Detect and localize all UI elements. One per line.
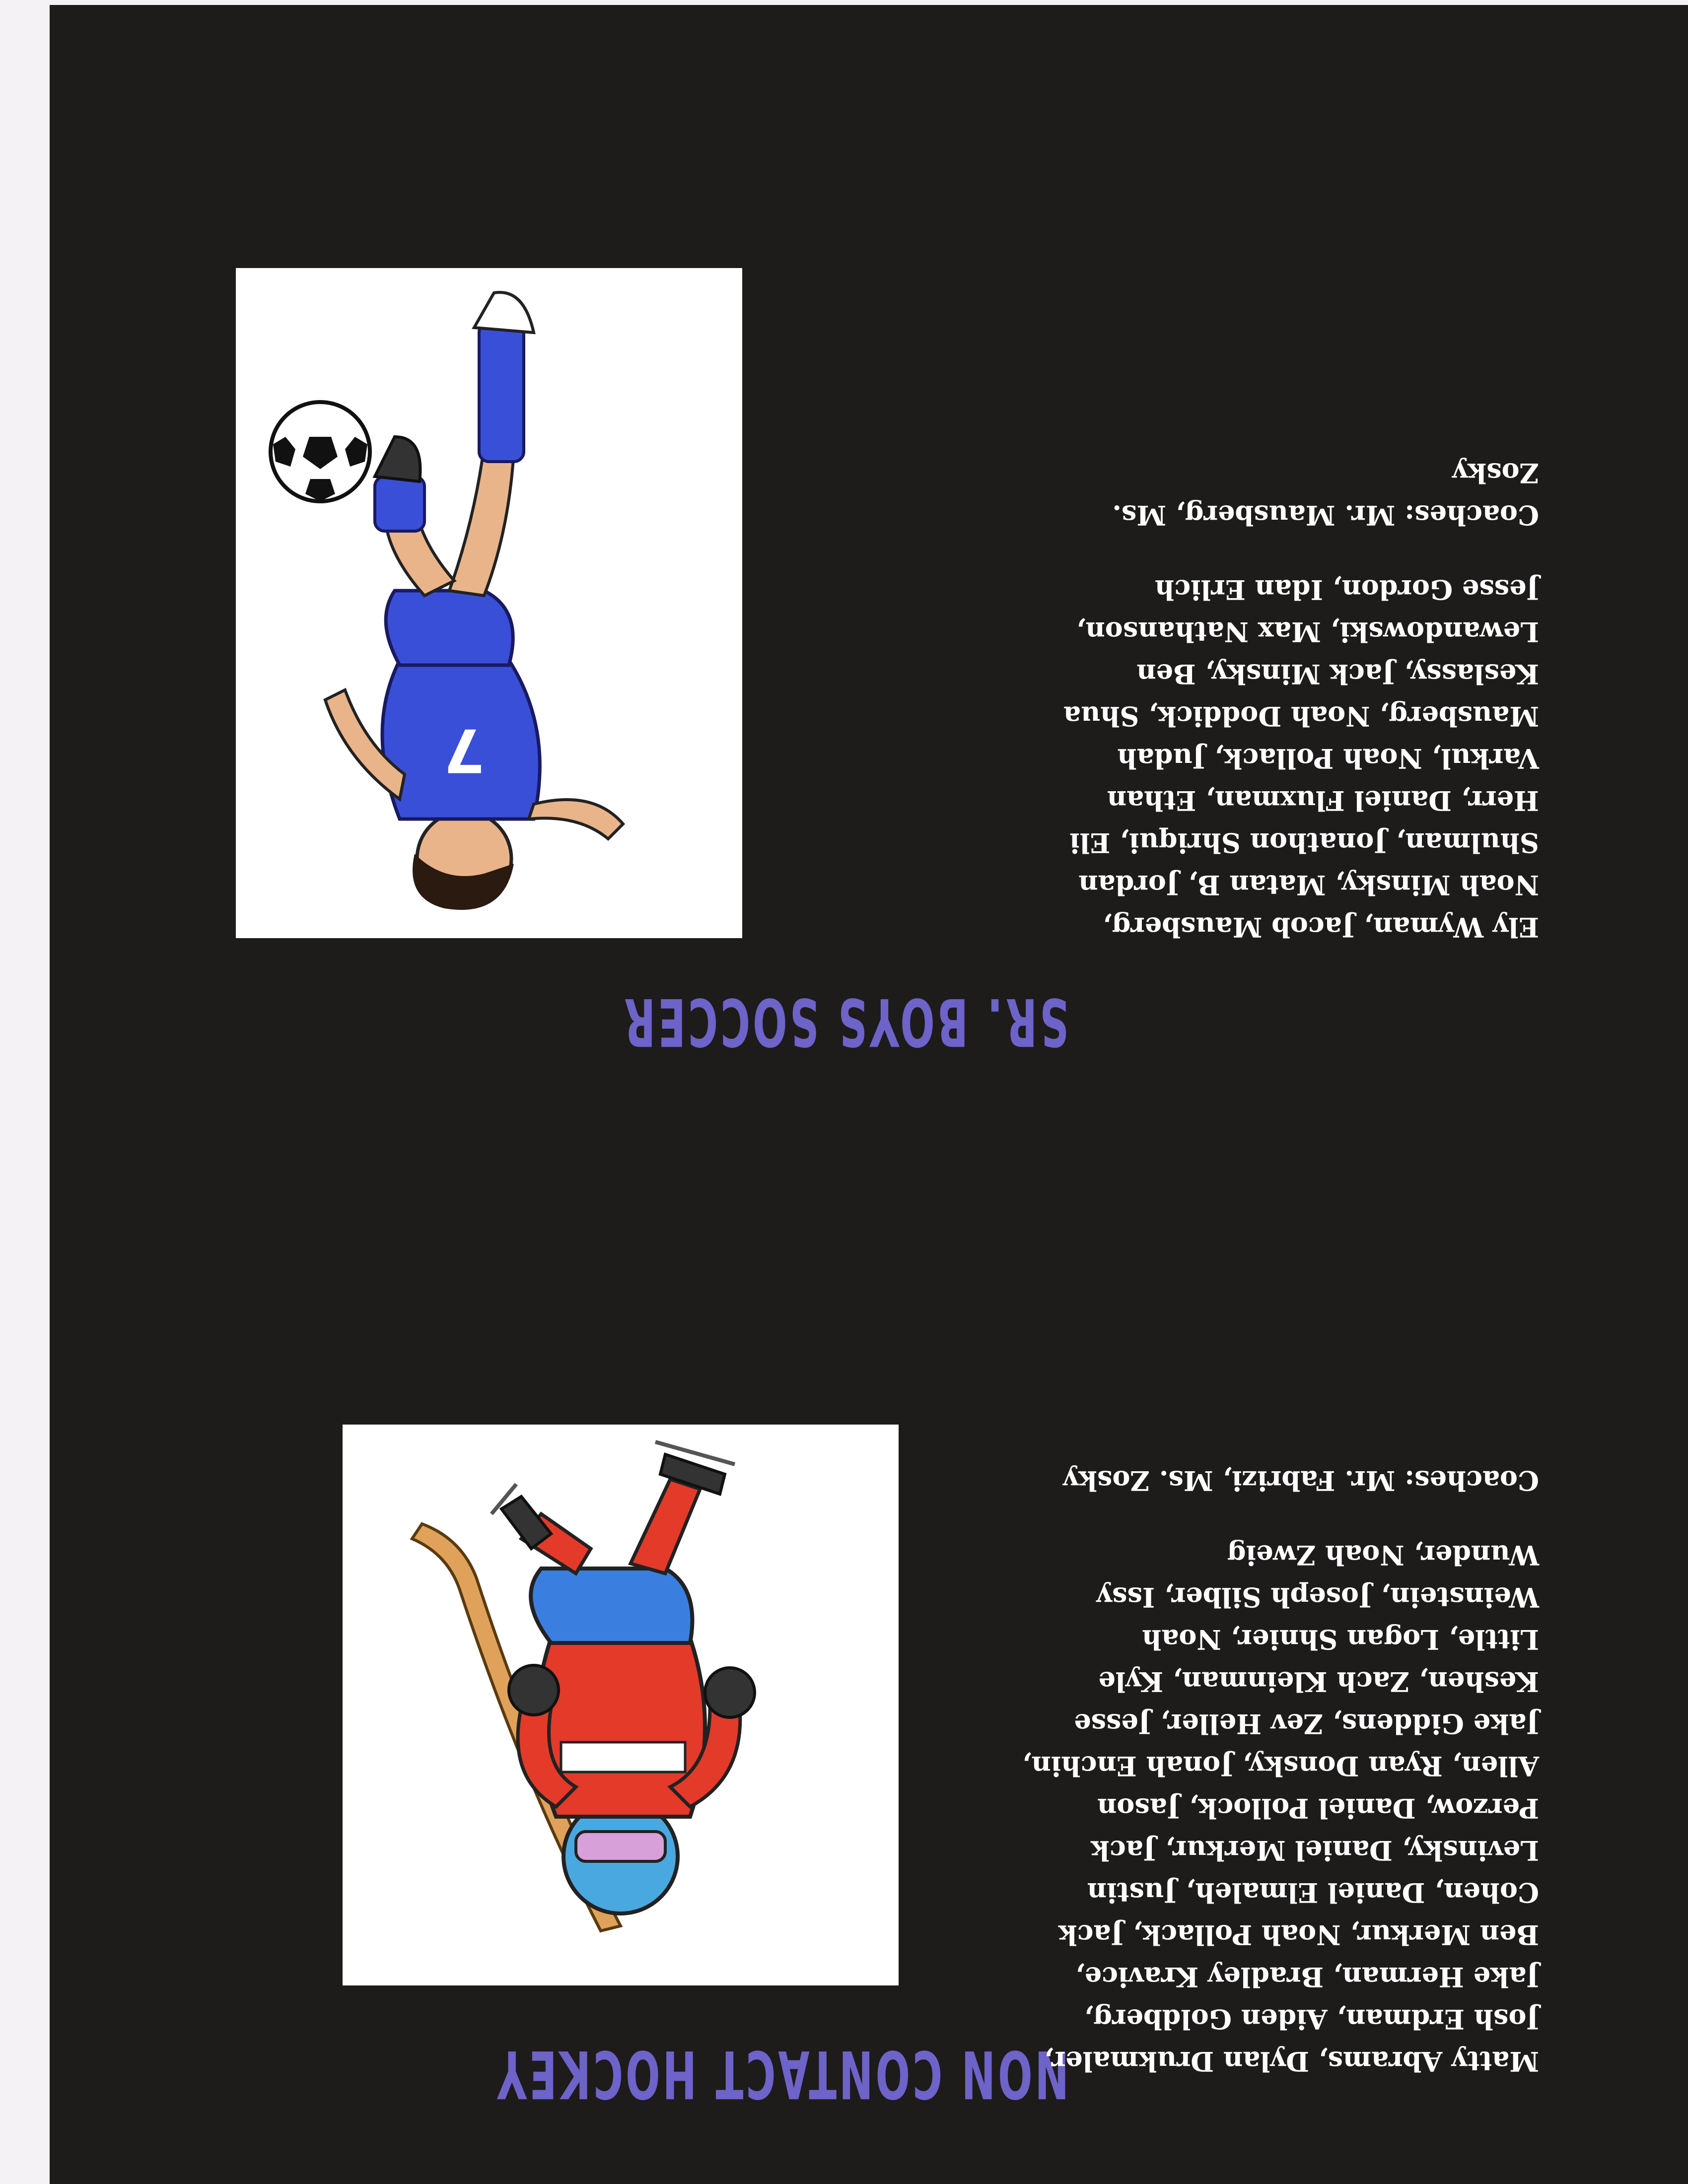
hockey-image	[343, 1425, 899, 1985]
hockey-title: NON CONTACT HOCKEY	[494, 2036, 1069, 2112]
soccer-title: SR. BOYS SOCCER	[622, 983, 1069, 1060]
soccer-roster-names: Ely Wyman, Jacob Mausberg, Noah Minsky, Matan B, Jordan Shulman, Jonathon Shriqui, Eli Herr, Daniel Fluxman, Ethan Varkul, Noah Pollack, Judah Mausberg, Noah Doddick, Shua Keslassy, Jack Minsky, Ben Lewandowski, Max Nathanson, Jesse Gordon, Idan Erlich	[1063, 574, 1539, 943]
hockey-player-icon	[343, 1425, 899, 1985]
soccer-section	[50, 139, 1688, 1132]
soccer-player-icon	[236, 268, 742, 938]
hockey-roster-names: Matty Abrams, Dylan Drukmaler, Josh Erdman, Aiden Goldberg, Jake Herman, Bradley Kravice, Ben Merkur, Noah Pollack, Jack Cohen, Daniel Elmaleh, Justin Levinsky, Daniel Merkur, Jack Perzow, Daniel Pollock, Jason Allen, Ryan Donsky, Jonah Enchin, Jake Giddens, Zev Heller, Jesse Keshen, Zach Kleinman, Kyle Little, Logan Shnier, Noah Weinstein, Joseph Silber, Issy Wunder, Noah Zweig	[1022, 1539, 1539, 2077]
jersey-number: 7	[443, 715, 485, 784]
soccer-image	[236, 268, 742, 938]
hockey-coaches: Coaches: Mr. Fabrizi, Ms. Zosky	[1063, 1465, 1539, 1497]
flyer-page	[50, 5, 1688, 2184]
hockey-section	[50, 1191, 1688, 2184]
hockey-roster	[1018, 1459, 1539, 2082]
rotated-content	[50, 5, 1688, 2184]
soccer-coaches: Coaches: Mr. Mausberg, Ms. Zosky	[1112, 457, 1539, 531]
soccer-roster	[1018, 452, 1539, 948]
